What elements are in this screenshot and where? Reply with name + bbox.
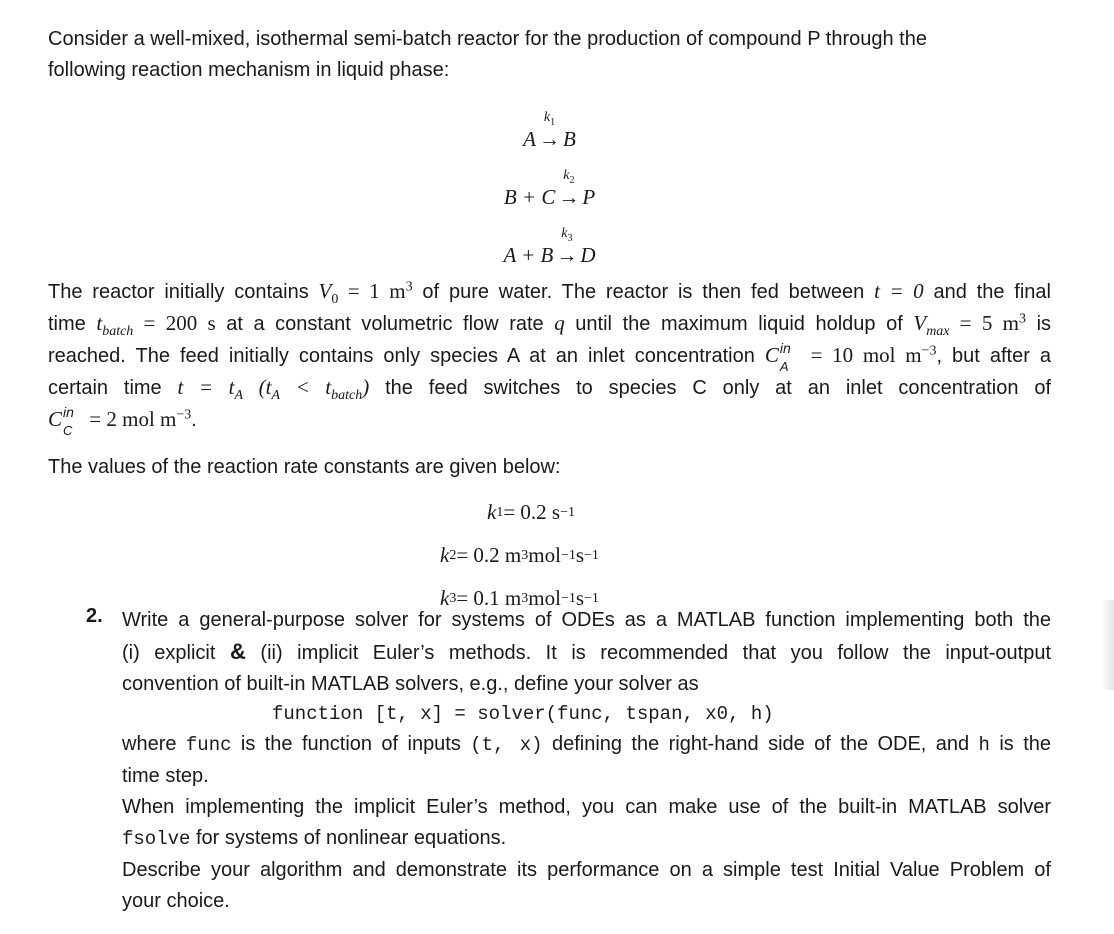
- item-number: 2.: [86, 605, 103, 627]
- intro-line: following reaction mechanism in liquid phase:: [48, 59, 450, 81]
- arrow-icon: → $k_1$: [539, 110, 560, 151]
- question-item-2: [86, 605, 1051, 917]
- constants-intro: The values of the reaction rate constants are given below:: [48, 456, 561, 478]
- item-body: Write a general-purpose solver for systems of ODEs as a MATLAB function implementing both the (i) explicit & (ii) implicit Euler’s methods. It is recommended that you follow the input-output convention of built-in MATLAB solvers, e.g., define your solver as function [t, x] = solver(func, tspan, x0, h) where func is the function of inputs (t, x) defining the right-hand side of the ODE, and h is the time step. When implementing the implicit Euler’s method, you can make use of the built-in MATLAB solver fsolve for systems of nonlinear equations. Describe your algorithm and demonstrate its performance on a simple test Initial Value Problem of your choice.: [122, 609, 1052, 912]
- intro-paragraph: [48, 24, 1051, 86]
- arrow-icon: → $k_3$: [556, 226, 578, 267]
- reaction-3: A + B → $k_3$ D: [503, 226, 596, 267]
- arrow-icon: → $k_2$: [558, 168, 580, 209]
- intro-line: Consider a well-mixed, isothermal semi-batch reactor for the production of compound P through the: [48, 28, 927, 50]
- rate-constant-k3: k 3 = 0.1 m 3 mol −1 s −1: [440, 586, 599, 610]
- page-edge-shadow: [1100, 600, 1114, 690]
- rate-constant-k1: k 1 = 0.2 s −1: [487, 500, 575, 524]
- solver-signature-code: function [t, x] = solver(func, tspan, x0, h): [272, 703, 774, 725]
- ampersand: &: [229, 639, 246, 664]
- reaction-1: A → $k_1$ B: [523, 110, 576, 151]
- rate-constants: [48, 491, 1051, 620]
- problem-text: [48, 24, 1051, 620]
- reactor-description: The reactor initially contains $V_0 = 1$ $m^3$ of pure water. The reactor is then fed between t = 0 and the final time $t_{batch} = 200$ s at a constant volumetric flow rate q until the maximum liquid holdup of $V_{max} = 5$ $m^3$ is reached. The feed initially contains only species A at an inlet concentration C in A = 10 mol $m^{-3}$, but after a certain time $t = t_A$ $(t_A < t_{batch})$ the feed switches to species C only at an inlet concentration of C in C = 2 mol $m^{-3}$.: [48, 279, 1052, 438]
- reaction-mechanism: [48, 96, 1051, 270]
- reaction-2: B + C → $k_2$ P: [503, 168, 596, 209]
- rate-constant-k2: k 2 = 0.2 m 3 mol −1 s −1: [440, 543, 599, 567]
